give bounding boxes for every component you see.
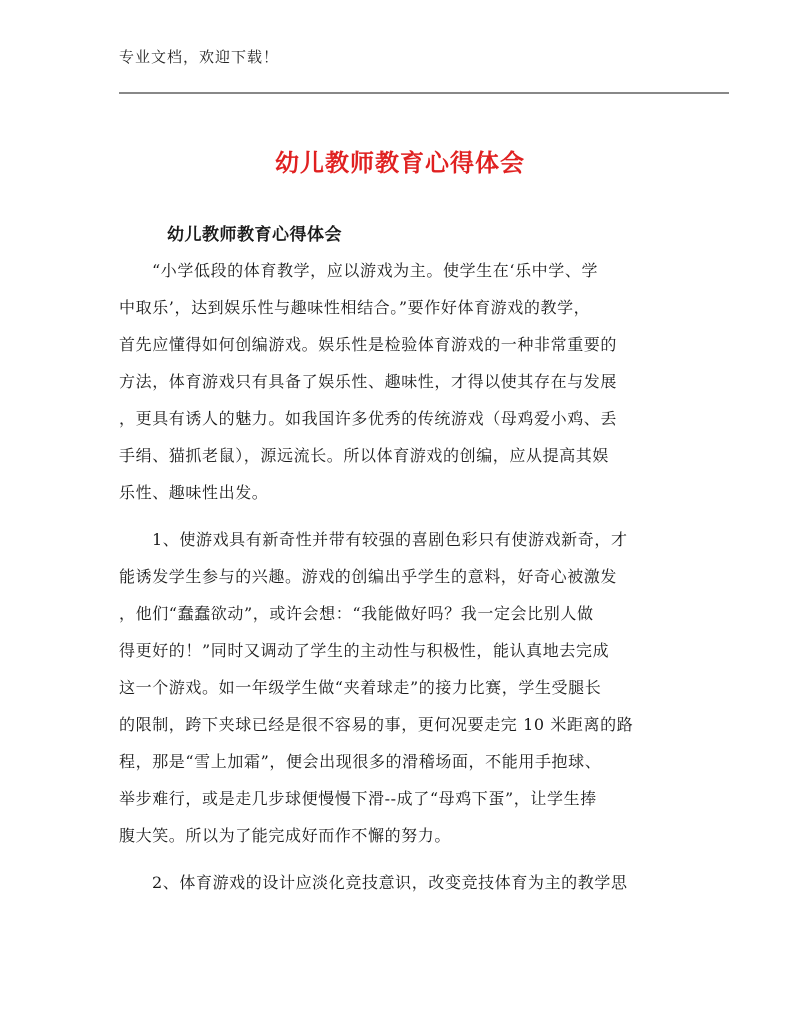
body-line: 首先应懂得如何创编游戏。娱乐性是检验体育游戏的一种非常重要的 bbox=[119, 335, 618, 354]
body-line: 得更好的！”同时又调动了学生的主动性与积极性，能认真地去完成 bbox=[119, 641, 610, 660]
body-line: 举步难行，或是走几步球便慢慢下滑--成了“母鸡下蛋”，让学生捧 bbox=[119, 789, 597, 808]
body-line: 乐性、趣味性出发。 bbox=[119, 483, 269, 502]
body-line: ，更具有诱人的魅力。如我国许多优秀的传统游戏（母鸡爱小鸡、丢 bbox=[119, 409, 618, 428]
body-line: ，他们“蠢蠢欲动”，或许会想：“我能做好吗？我一定会比别人做 bbox=[119, 604, 594, 623]
body-line: 能诱发学生参与的兴趣。游戏的创编出乎学生的意料，好奇心被激发 bbox=[119, 567, 618, 586]
header-divider bbox=[119, 92, 729, 94]
body-line: 的限制，跨下夹球已经是很不容易的事，更何况要走完 10 米距离的路 bbox=[119, 715, 634, 734]
body-line: 中取乐’，达到娱乐性与趣味性相结合。”要作好体育游戏的教学， bbox=[119, 298, 591, 317]
document-title: 幼儿教师教育心得体会 bbox=[275, 149, 525, 177]
section-subtitle: 幼儿教师教育心得体会 bbox=[167, 225, 342, 245]
body-line: “小学低段的体育教学，应以游戏为主。使学生在‘乐中学、学 bbox=[152, 261, 599, 280]
body-line: 2、体育游戏的设计应淡化竞技意识，改变竞技体育为主的教学思 bbox=[152, 873, 628, 892]
body-line: 这一个游戏。如一年级学生做“夹着球走”的接力比赛，学生受腿长 bbox=[119, 678, 602, 697]
body-line: 手绢、猫抓老鼠），源远流长。所以体育游戏的创编，应从提高其娱 bbox=[119, 446, 610, 465]
body-line: 腹大笑。所以为了能完成好而作不懈的努力。 bbox=[119, 826, 452, 845]
body-line: 1、使游戏具有新奇性并带有较强的喜剧色彩只有使游戏新奇，才 bbox=[152, 530, 628, 549]
body-line: 方法，体育游戏只有具备了娱乐性、趣味性，才得以使其存在与发展 bbox=[119, 372, 618, 391]
body-line: 程，那是“雪上加霜”，便会出现很多的滑稽场面，不能用手抱球、 bbox=[119, 752, 602, 771]
header-note: 专业文档，欢迎下载！ bbox=[119, 48, 280, 66]
